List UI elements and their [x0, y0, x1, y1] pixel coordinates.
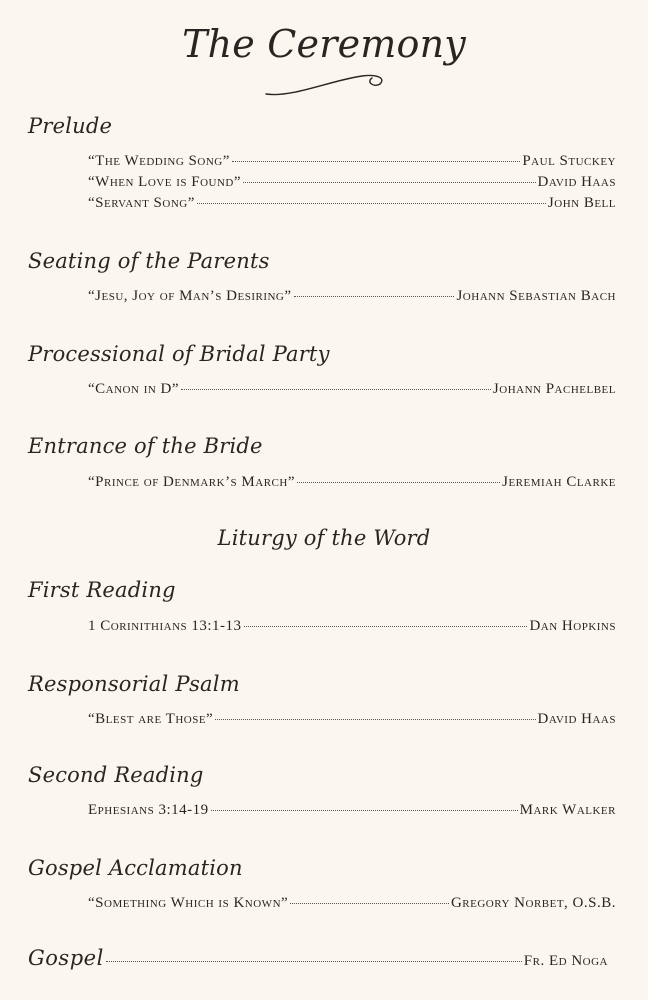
heading-prelude: Prelude	[28, 114, 113, 138]
heading-processional: Processional of Bridal Party	[28, 342, 330, 366]
program-item	[88, 379, 616, 399]
heading-first-reading: First Reading	[28, 578, 176, 602]
liturgy-subtitle: Liturgy of the Word	[217, 526, 431, 550]
piece-title: “When Love is Found”	[88, 174, 241, 190]
leader-dots	[197, 203, 546, 204]
heading-gospel-acclamation: Gospel Acclamation	[28, 856, 243, 880]
piece-title: “Prince of Denmark’s March”	[88, 474, 295, 490]
piece-title: Ephesians 3:14-19	[88, 802, 209, 818]
program-item	[88, 800, 616, 820]
piece-title: “Something Which is Known”	[88, 895, 289, 911]
performer-name: Dan Hopkins	[529, 618, 616, 634]
performer-name: Paul Stuckey	[522, 153, 616, 169]
leader-dots	[181, 389, 491, 390]
program-item	[88, 893, 616, 913]
heading-seating-of-parents: Seating of the Parents	[28, 249, 270, 273]
leader-dots	[294, 296, 455, 297]
leader-dots	[243, 182, 536, 183]
program-item	[88, 709, 616, 729]
performer-name: John Bell	[547, 195, 616, 211]
program-item	[88, 172, 616, 192]
leader-dots	[211, 810, 518, 811]
performer-name: David Haas	[537, 711, 616, 727]
performer-name: Mark Walker	[519, 802, 616, 818]
heading-responsorial-psalm: Responsorial Psalm	[28, 672, 240, 696]
leader-dots	[297, 482, 500, 483]
program-item	[88, 286, 616, 306]
heading-gospel: Gospel	[28, 946, 104, 970]
heading-entrance-of-bride: Entrance of the Bride	[28, 434, 263, 458]
leader-dots	[232, 161, 520, 162]
leader-dots	[215, 719, 535, 720]
page-title: The Ceremony	[182, 22, 466, 66]
leader-dots	[106, 961, 522, 962]
piece-title: 1 Corinithians 13:1-13	[88, 618, 242, 634]
performer-name: Gregory Norbet, O.S.B.	[450, 895, 616, 911]
program-item	[88, 151, 616, 171]
title-flourish-icon	[262, 68, 392, 100]
program-item	[88, 472, 616, 492]
piece-title: “Jesu, Joy of Man’s Desiring”	[88, 288, 292, 304]
program-item-gospel	[28, 948, 608, 971]
program-item	[88, 193, 616, 213]
piece-title: “Servant Song”	[88, 195, 195, 211]
performer-name: Fr. Ed Noga	[523, 953, 608, 969]
piece-title: “Canon in D”	[88, 381, 180, 397]
performer-name: Johann Pachelbel	[492, 381, 616, 397]
performer-name: Johann Sebastian Bach	[456, 288, 616, 304]
leader-dots	[244, 626, 528, 627]
leader-dots	[290, 903, 449, 904]
performer-name: David Haas	[537, 174, 616, 190]
piece-title: “Blest are Those”	[88, 711, 214, 727]
heading-second-reading: Second Reading	[28, 763, 204, 787]
program-item	[88, 616, 616, 636]
piece-title: “The Wedding Song”	[88, 153, 230, 169]
performer-name: Jeremiah Clarke	[502, 474, 616, 490]
